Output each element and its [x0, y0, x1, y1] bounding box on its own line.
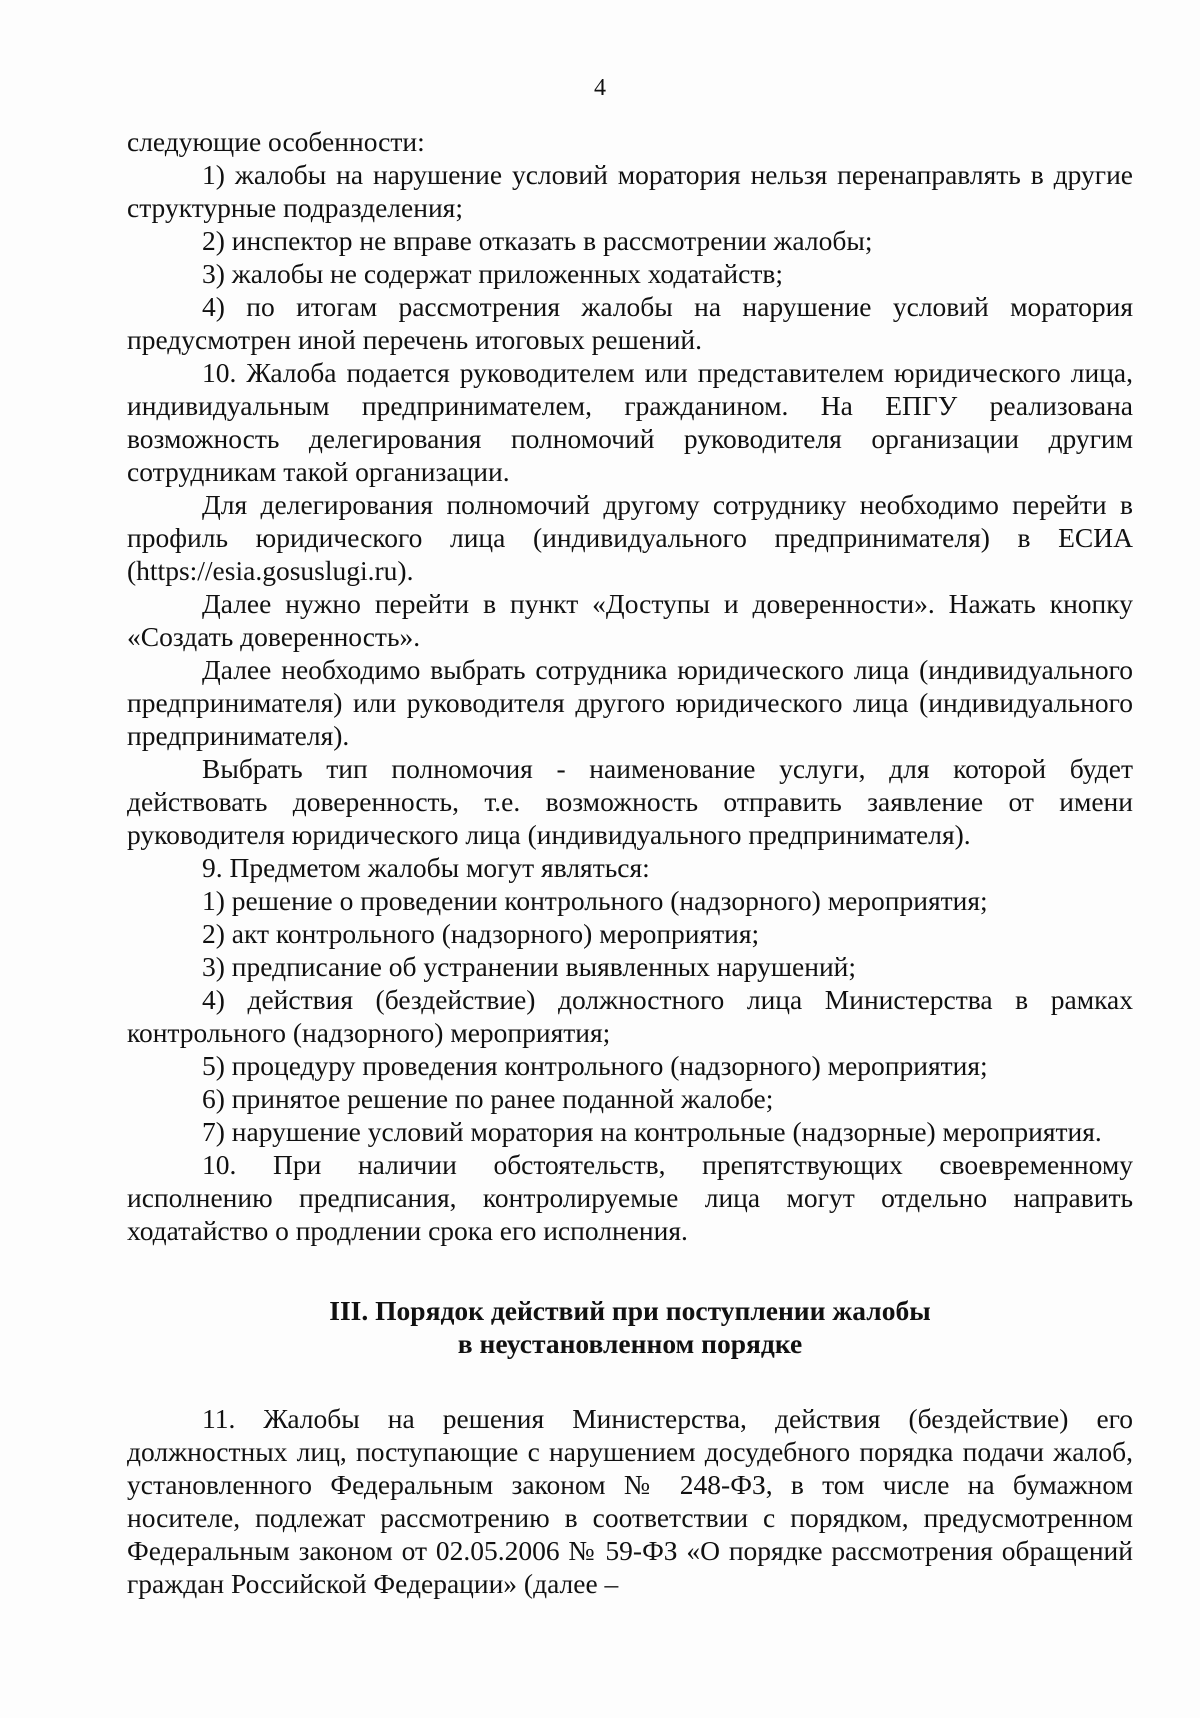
paragraph: Далее необходимо выбрать сотрудника юридического лица (индивидуального предпринимателя) или руководителя другого юридического лица (индивидуального предпринимателя). — [127, 654, 1133, 751]
paragraph: 10. При наличии обстоятельств, препятствующих своевременному исполнению предписания, контролируемые лица могут отдельно направить ходатайство о продлении срока его исполнения. — [127, 1149, 1133, 1246]
paragraph: Для делегирования полномочий другому сотруднику необходимо перейти в профиль юридического лица (индивидуального предпринимателя) в ЕСИА (https://esia.gosuslugi.ru). — [127, 489, 1133, 586]
paragraph: 7) нарушение условий моратория на контрольные (надзорные) мероприятия. — [202, 1116, 1102, 1147]
section-heading-line2: в неустановленном порядке — [457, 1328, 803, 1359]
paragraph: 10. Жалоба подается руководителем или представителем юридического лица, индивидуальным предпринимателем, гражданином. На ЕПГУ реализована возможность делегирования полномочий руководителя организации другим сотрудникам такой организации. — [127, 357, 1133, 487]
paragraph: Далее нужно перейти в пункт «Доступы и доверенности». Нажать кнопку «Создать доверенность». — [127, 588, 1133, 652]
paragraph: 9. Предметом жалобы могут являться: — [202, 852, 650, 883]
paragraph: 5) процедуру проведения контрольного (надзорного) мероприятия; — [202, 1050, 988, 1081]
section-heading — [127, 1294, 1133, 1360]
paragraph: 2) акт контрольного (надзорного) мероприятия; — [202, 918, 760, 949]
paragraph: Выбрать тип полномочия - наименование услуги, для которой будет действовать доверенность, т.е. возможность отправить заявление от имени руководителя юридического лица (индивидуального предпринимателя). — [127, 753, 1133, 850]
paragraph: 3) жалобы не содержат приложенных ходатайств; — [202, 258, 783, 289]
paragraph: 2) инспектор не вправе отказать в рассмотрении жалобы; — [202, 225, 873, 256]
paragraph: следующие особенности: — [127, 126, 425, 157]
paragraph: 1) решение о проведении контрольного (надзорного) мероприятия; — [202, 885, 988, 916]
paragraphs-after-heading — [127, 1402, 1133, 1600]
section-heading-line1: III. Порядок действий при поступлении жалобы — [329, 1295, 931, 1326]
paragraph: 6) принятое решение по ранее поданной жалобе; — [202, 1083, 774, 1114]
paragraph: 1) жалобы на нарушение условий моратория нельзя перенаправлять в другие структурные подразделения; — [127, 159, 1133, 223]
paragraph: 11. Жалобы на решения Министерства, действия (бездействие) его должностных лиц, поступающие с нарушением досудебного порядка подачи жалоб, установленного Федеральным законом № 248-ФЗ, в том числе на бумажном носителе, подлежат рассмотрению в соответствии с порядком, предусмотренном Федеральным законом от 02.05.2006 № 59-ФЗ «О порядке рассмотрения обращений граждан Российской Федерации» (далее – — [127, 1403, 1133, 1599]
paragraph: 4) действия (бездействие) должностного лица Министерства в рамках контрольного (надзорного) мероприятия; — [127, 984, 1133, 1048]
paragraph: 3) предписание об устранении выявленных нарушений; — [202, 951, 857, 982]
page-number: 4 — [594, 75, 606, 101]
paragraph: 4) по итогам рассмотрения жалобы на нарушение условий моратория предусмотрен иной перечень итоговых решений. — [127, 291, 1133, 355]
document-body — [127, 125, 1133, 1600]
paragraphs-before-heading — [127, 125, 1133, 1247]
